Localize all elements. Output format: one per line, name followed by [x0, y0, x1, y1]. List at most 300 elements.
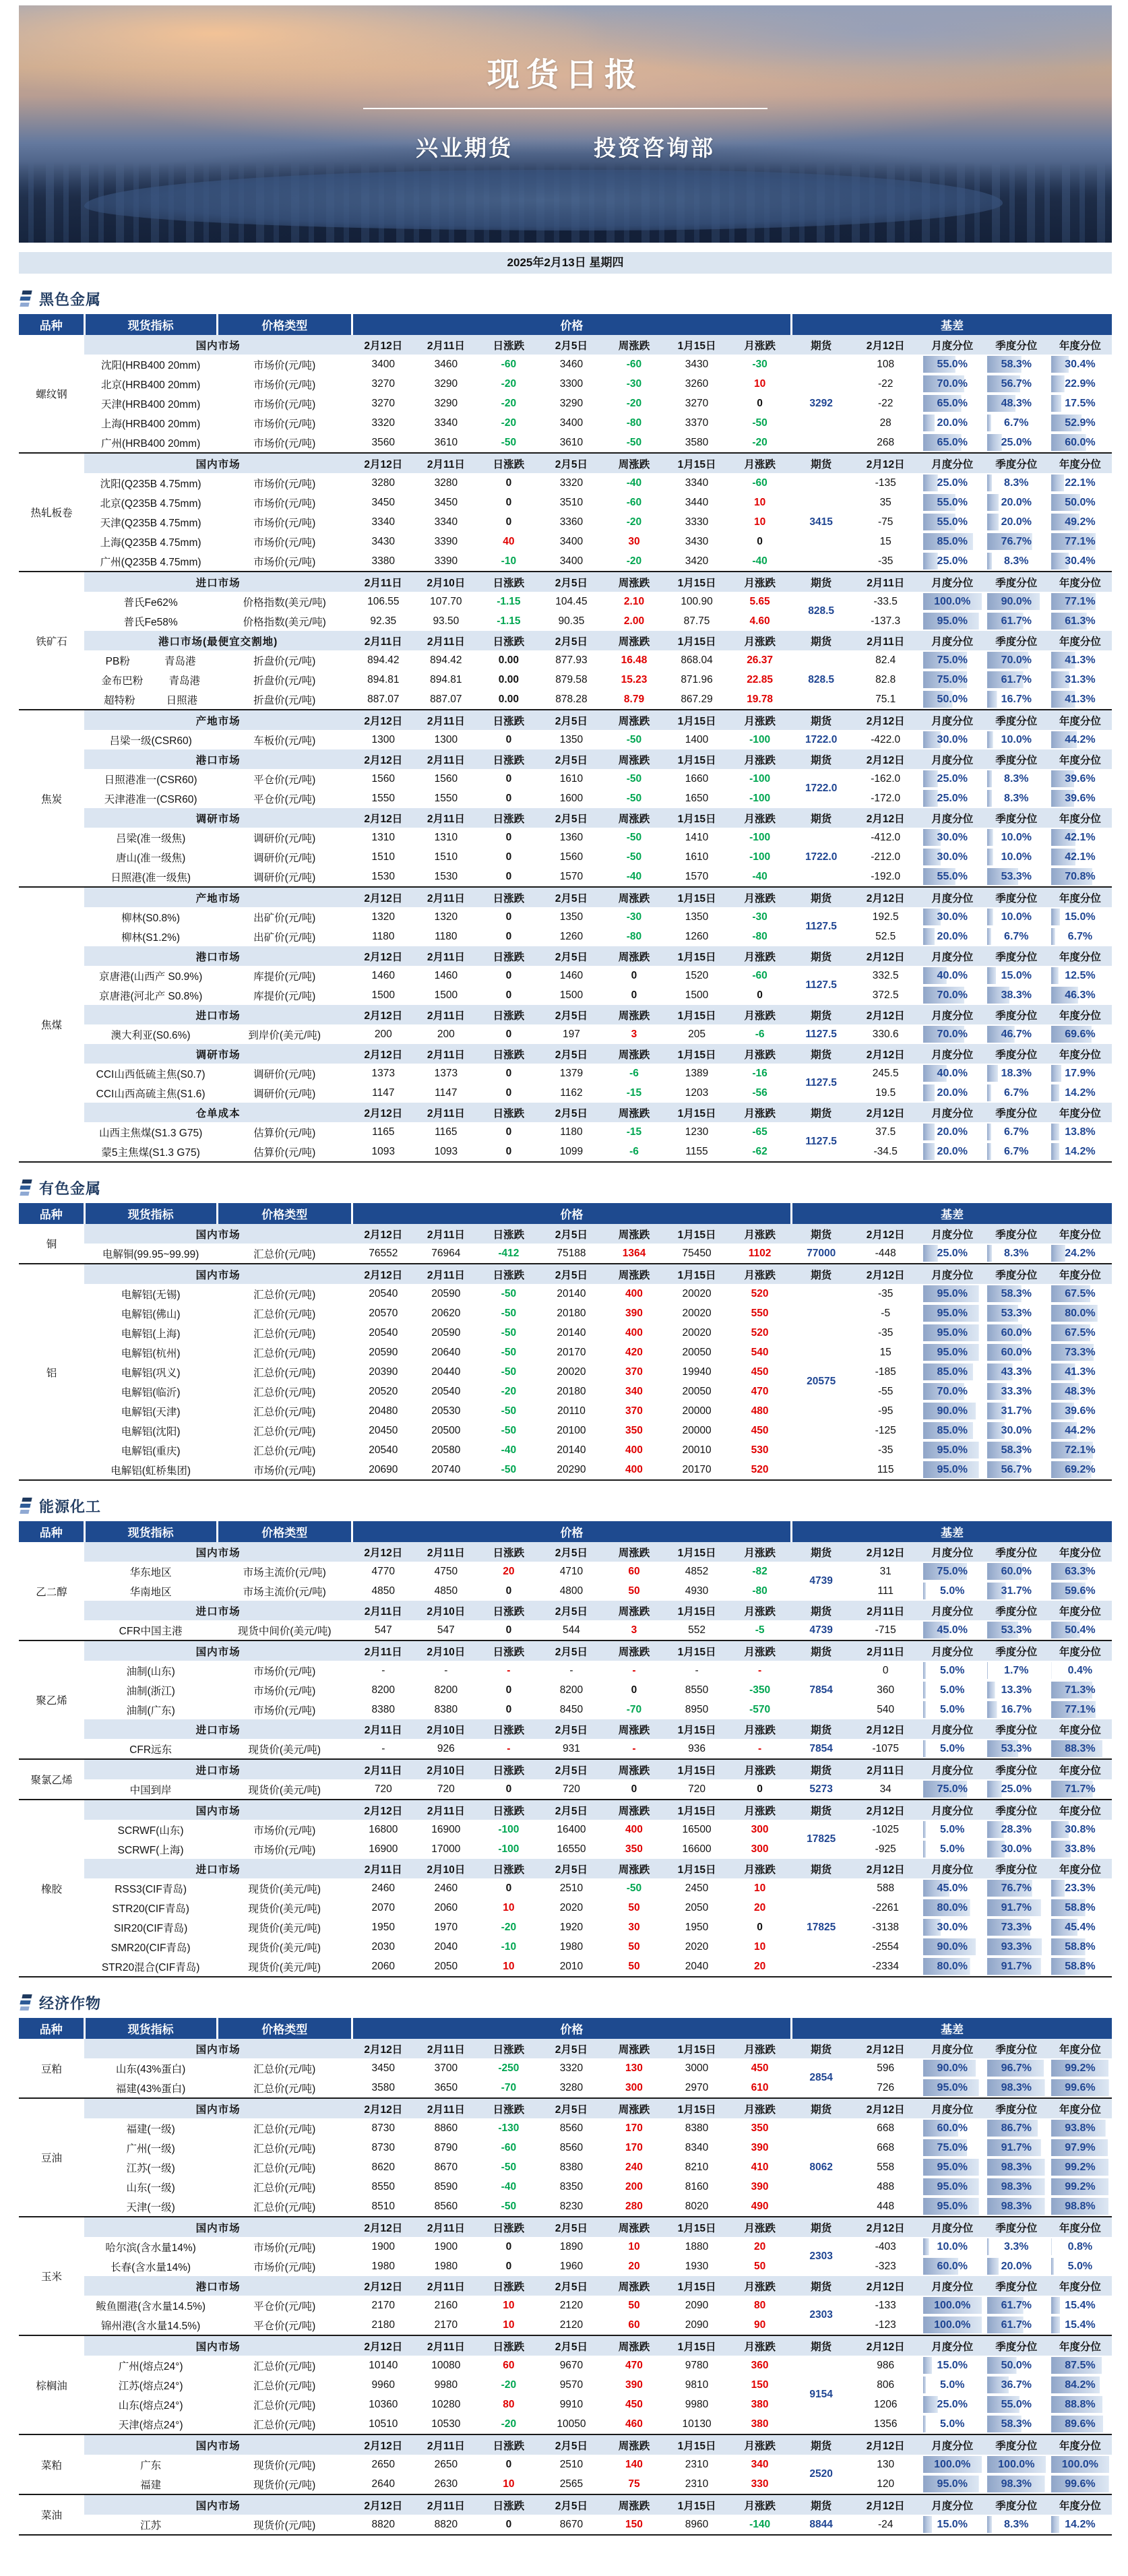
price-cell: 3430	[685, 535, 709, 547]
yearly-percentile-header: 年度分位	[1048, 1542, 1112, 1562]
percentile-cell	[984, 413, 1048, 433]
percentile-bar: 5.0%	[923, 1662, 982, 1679]
percentile-cell	[1048, 2177, 1112, 2197]
price-cell: 2090	[685, 2319, 709, 2331]
price-cell: 20020	[557, 1366, 586, 1378]
price-date-header: 2月11日	[352, 1601, 414, 1620]
price-date-header: 1月15日	[666, 1759, 728, 1779]
table-row	[19, 2515, 1112, 2535]
percentile-bar: 5.0%	[923, 2376, 982, 2393]
price-cell: 16550	[557, 1843, 586, 1855]
table-row	[19, 1323, 1112, 1343]
price-cell: 3560	[371, 436, 396, 448]
change-cell: 0	[505, 831, 512, 843]
percentile-cell	[920, 1343, 984, 1362]
percentile-bar: 86.7%	[987, 2120, 1046, 2137]
price-cell: 1373	[371, 1067, 396, 1079]
percentile-cell	[1048, 2138, 1112, 2157]
price-cell: 544	[562, 1624, 580, 1636]
percentile-bar: 70.8%	[1051, 868, 1109, 885]
percentile-cell	[984, 473, 1048, 493]
price-cell: 20640	[431, 1346, 461, 1358]
percentile-cell	[1048, 1700, 1112, 1719]
percentile-cell	[1048, 730, 1112, 749]
price-cell: 20540	[369, 1444, 398, 1456]
futures-price-cell: 4739	[809, 1575, 833, 1587]
report-title: 现货日报	[487, 57, 644, 93]
price-cell: 1980	[559, 1940, 584, 1953]
quarterly-percentile-header: 季度分位	[984, 1044, 1048, 1064]
price-cell: 8590	[434, 2180, 458, 2192]
percentile-bar: 40.0%	[923, 1065, 982, 1082]
percentile-cell	[920, 433, 984, 453]
price-cell: 9910	[559, 2398, 584, 2410]
table-row	[19, 1620, 1112, 1640]
percentile-cell	[1048, 927, 1112, 946]
percentile-bar: 30.0%	[923, 909, 982, 925]
price-cell: 8450	[559, 1703, 584, 1715]
price-cell: 4750	[434, 1565, 458, 1577]
percentile-bar: 87.5%	[1051, 2357, 1109, 2374]
percentile-cell	[1048, 985, 1112, 1005]
percentile-cell	[984, 1323, 1048, 1343]
table-row	[19, 1244, 1112, 1264]
percentile-bar: 41.3%	[1051, 652, 1109, 669]
percentile-cell	[984, 1142, 1048, 1162]
percentile-bar: 53.3%	[987, 1740, 1046, 1757]
indicator-cell: 吕梁(准一级焦)	[115, 832, 186, 845]
variety-group	[19, 887, 1112, 1162]
col-price-group: 价格	[352, 1203, 791, 1224]
market-name-cell: 国内市场	[84, 1542, 352, 1562]
percentile-bar: 15.0%	[987, 967, 1046, 984]
percentile-cell	[984, 1343, 1048, 1362]
price-cell: 20010	[682, 1444, 712, 1456]
market-subheader-row	[19, 710, 1112, 730]
report-subtitle	[19, 131, 1112, 162]
percentile-bar: 40.0%	[923, 967, 982, 984]
basis-value-cell: 596	[877, 2062, 895, 2074]
percentile-bar: 48.3%	[1051, 1383, 1109, 1400]
price-cell: 2050	[434, 1960, 458, 1972]
price-cell: 20590	[431, 1287, 461, 1299]
monthly-percentile-header: 月度分位	[920, 2276, 984, 2296]
change-cell: -60	[626, 358, 642, 370]
percentile-cell	[1048, 2395, 1112, 2414]
yearly-percentile-header: 年度分位	[1048, 1601, 1112, 1620]
percentile-cell	[1048, 670, 1112, 689]
price-cell: 20540	[369, 1326, 398, 1339]
change-cell: -80	[626, 930, 642, 942]
futures-price-cell: 1722.0	[805, 733, 838, 745]
futures-header: 期货	[792, 1601, 851, 1620]
change-cell: -100	[749, 831, 771, 843]
table-row	[19, 1064, 1112, 1083]
change-cell: -20	[501, 1921, 517, 1933]
variety-group	[19, 2217, 1112, 2335]
price-date-header: 月涨跌	[728, 2276, 792, 2296]
basis-value-cell: -2261	[872, 1901, 900, 1913]
change-cell: 170	[625, 2122, 643, 2134]
change-cell: 450	[751, 1366, 769, 1378]
price-cell: 3510	[559, 496, 584, 508]
price-cell: 1155	[685, 1145, 708, 1157]
percentile-bar: 67.5%	[1051, 1285, 1109, 1302]
basis-value-cell: 330.6	[872, 1028, 899, 1040]
col-variety: 品种	[19, 1203, 84, 1224]
table-row	[19, 2296, 1112, 2315]
change-cell: 0	[505, 1028, 512, 1040]
price-type-cell: 汇总价(元/吨)	[253, 1406, 316, 1418]
market-name-cell: 国内市场	[84, 2039, 352, 2058]
percentile-bar: 99.6%	[1051, 2079, 1109, 2096]
price-cell: 92.35	[370, 615, 397, 627]
percentile-bar: 61.7%	[987, 671, 1046, 688]
basis-value-cell: -5	[881, 1307, 891, 1319]
price-date-header: 周涨跌	[602, 335, 665, 355]
price-cell: 2120	[559, 2319, 584, 2331]
indicator-cell: 山东(一级)	[126, 2182, 175, 2194]
change-cell: 390	[625, 2379, 643, 2391]
price-type-cell: 现货价(美元/吨)	[248, 1903, 321, 1915]
section-bullet-icon	[19, 1497, 34, 1514]
table-row	[19, 1739, 1112, 1759]
percentile-bar: 98.3%	[987, 2079, 1046, 2096]
change-cell: 0	[757, 989, 763, 1001]
quarterly-percentile-header: 季度分位	[984, 2434, 1048, 2455]
percentile-cell	[920, 2138, 984, 2157]
price-cell: 3610	[559, 436, 584, 448]
percentile-bar: 10.0%	[987, 849, 1046, 865]
percentile-bar: 90.0%	[923, 1403, 982, 1419]
yearly-percentile-header: 年度分位	[1048, 1719, 1112, 1739]
percentile-cell	[984, 1304, 1048, 1323]
price-type-cell: 市场价(元/吨)	[253, 379, 316, 391]
price-type-cell: 库提价(元/吨)	[253, 990, 316, 1002]
section-bullet-icon	[19, 290, 34, 307]
change-cell: 90	[753, 2319, 766, 2331]
sections-container	[19, 287, 1112, 2536]
percentile-bar: 80.0%	[923, 1899, 982, 1916]
table-row	[19, 966, 1112, 985]
section-title: 经济作物	[39, 1994, 102, 2012]
variety-cell: 乙二醇	[19, 1542, 84, 1640]
yearly-percentile-header: 年度分位	[1048, 749, 1112, 769]
change-cell: -60	[752, 969, 767, 981]
price-cell: 9810	[685, 2379, 709, 2391]
price-type-cell: 现货价(美元/吨)	[248, 1922, 321, 1934]
change-cell: 1364	[622, 1247, 646, 1259]
percentile-bar: 39.6%	[1051, 1403, 1109, 1419]
price-cell: 8200	[559, 1684, 584, 1696]
percentile-cell	[920, 867, 984, 887]
basis-value-cell: -192.0	[871, 870, 901, 882]
percentile-bar: 30.0%	[923, 849, 982, 865]
percentile-bar: 25.0%	[923, 2396, 982, 2413]
price-cell: 926	[437, 1742, 455, 1754]
price-cell: 547	[437, 1624, 455, 1636]
price-type-cell: 现货价(美元/吨)	[248, 1961, 321, 1973]
percentile-cell	[920, 2296, 984, 2315]
percentile-cell	[984, 847, 1048, 867]
basis-value-cell: -125	[875, 1424, 896, 1436]
price-cell: 20020	[682, 1307, 712, 1319]
change-cell: 60	[503, 2359, 515, 2371]
quarterly-percentile-header: 季度分位	[984, 2335, 1048, 2356]
change-cell: 400	[625, 1463, 643, 1475]
percentile-cell	[1048, 2197, 1112, 2217]
yearly-percentile-header: 年度分位	[1048, 453, 1112, 473]
table-row	[19, 1122, 1112, 1142]
price-cell: 20050	[682, 1346, 712, 1358]
change-cell: 2.00	[623, 615, 645, 627]
price-type-cell: 到岸价(美元/吨)	[248, 1029, 321, 1041]
basis-value-cell: 332.5	[872, 969, 899, 981]
percentile-cell	[920, 730, 984, 749]
percentile-bar: 30.4%	[1051, 553, 1109, 570]
percentile-bar: 91.7%	[987, 1899, 1046, 1916]
percentile-bar: 44.2%	[1051, 1422, 1109, 1439]
percentile-cell	[1048, 1878, 1112, 1898]
percentile-cell	[920, 828, 984, 847]
variety-group	[19, 1264, 1112, 1480]
basis-value-cell: 588	[877, 1882, 895, 1894]
percentile-cell	[984, 2157, 1048, 2177]
price-date-header: 2月12日	[352, 808, 414, 828]
price-cell: 720	[562, 1783, 580, 1795]
percentile-cell	[984, 2315, 1048, 2335]
percentile-bar: 30.4%	[1051, 356, 1109, 373]
change-cell: 10	[503, 2299, 515, 2311]
change-cell: -20	[501, 417, 517, 429]
price-cell: 8350	[559, 2180, 584, 2192]
price-cell: 20140	[557, 1287, 586, 1299]
percentile-cell	[920, 1244, 984, 1264]
percentile-bar: 17.5%	[1051, 395, 1109, 412]
percentile-cell	[984, 1122, 1048, 1142]
col-indicator: 现货指标	[84, 2018, 217, 2039]
yearly-percentile-header: 年度分位	[1048, 2276, 1112, 2296]
price-type-cell: 汇总价(元/吨)	[253, 1328, 316, 1340]
market-name-cell: 进口市场	[84, 1005, 352, 1024]
change-cell: -50	[626, 1882, 642, 1894]
indicator-cell: 哈尔滨(含水量14%)	[105, 2242, 196, 2254]
price-cell: 2010	[559, 1960, 584, 1972]
price-cell: 1260	[685, 930, 709, 942]
price-cell: 20110	[557, 1405, 586, 1417]
market-name-cell: 调研市场	[84, 808, 352, 828]
price-date-header: 1月15日	[666, 631, 728, 650]
percentile-cell	[920, 1460, 984, 1480]
price-cell: 20450	[369, 1424, 398, 1436]
futures-price-cell: 2303	[809, 2309, 833, 2321]
percentile-cell	[1048, 532, 1112, 551]
percentile-cell	[920, 394, 984, 413]
yearly-percentile-header: 年度分位	[1048, 1005, 1112, 1024]
percentile-cell	[920, 1562, 984, 1581]
change-cell: -130	[498, 2122, 520, 2134]
indicator-cell: 电解铝(天津)	[121, 1406, 181, 1418]
basis-value-cell: -24	[877, 2518, 894, 2530]
basis-value-cell: -2334	[872, 1960, 900, 1972]
percentile-cell	[1048, 2058, 1112, 2078]
price-cell: 20170	[682, 1463, 712, 1475]
percentile-cell	[1048, 1898, 1112, 1918]
price-date-header: 1月15日	[666, 1044, 728, 1064]
percentile-bar: 3.3%	[987, 2238, 1046, 2255]
change-cell: -15	[626, 1086, 642, 1099]
basis-value-cell: 52.5	[875, 930, 896, 942]
change-cell: -50	[501, 1346, 517, 1358]
price-date-header: 日涨跌	[477, 572, 540, 592]
price-date-header: 2月11日	[414, 631, 477, 650]
col-price-type: 价格类型	[217, 314, 352, 335]
indicator-cell: 广东	[140, 2459, 162, 2472]
col-indicator: 现货指标	[84, 1203, 217, 1224]
price-date-header: 2月11日	[414, 887, 477, 907]
change-cell: -20	[752, 436, 767, 448]
price-date-header: 2月5日	[540, 749, 602, 769]
monthly-percentile-header: 月度分位	[920, 1044, 984, 1064]
price-date-header: 2月5日	[540, 572, 602, 592]
price-date-header: 2月5日	[540, 1005, 602, 1024]
change-cell: 1102	[748, 1247, 772, 1259]
basis-value-cell: -715	[875, 1624, 896, 1636]
change-cell: 50	[753, 2260, 766, 2272]
yearly-percentile-header: 年度分位	[1048, 2217, 1112, 2237]
change-cell: -6	[755, 1028, 765, 1040]
yearly-percentile-header: 年度分位	[1048, 2098, 1112, 2118]
percentile-cell	[984, 2296, 1048, 2315]
indicator-cell: 京唐港(山西产 S0.9%)	[98, 971, 203, 983]
futures-header: 期货	[792, 1859, 851, 1878]
price-date-header: 1月15日	[666, 1640, 728, 1661]
table-row	[19, 867, 1112, 887]
percentile-bar: 45.0%	[923, 1622, 982, 1638]
percentile-cell	[1048, 1661, 1112, 1680]
futures-header: 期货	[792, 2098, 851, 2118]
percentile-bar: 8.3%	[987, 2516, 1046, 2533]
price-date-header: 2月11日	[414, 808, 477, 828]
quarterly-percentile-header: 季度分位	[984, 631, 1048, 650]
change-cell: 10	[753, 516, 766, 528]
change-cell: 0	[631, 969, 637, 981]
yearly-percentile-header: 年度分位	[1048, 1264, 1112, 1284]
price-date-header: 2月12日	[352, 2039, 414, 2058]
price-cell: 3430	[371, 535, 396, 547]
percentile-bar: 8.3%	[987, 553, 1046, 570]
percentile-cell	[1048, 650, 1112, 670]
table-row	[19, 1083, 1112, 1103]
percentile-cell	[984, 592, 1048, 611]
price-date-header: 2月5日	[540, 2494, 602, 2515]
percentile-cell	[984, 927, 1048, 946]
change-cell: -250	[498, 2062, 520, 2074]
change-cell: 50	[628, 1585, 640, 1597]
percentile-cell	[920, 2395, 984, 2414]
change-cell: 470	[625, 2359, 643, 2371]
price-date-header: 周涨跌	[602, 710, 665, 730]
table-row	[19, 1460, 1112, 1480]
price-cell: 3330	[685, 516, 709, 528]
price-cell: 1960	[559, 2260, 584, 2272]
price-cell: 8380	[371, 1703, 396, 1715]
table-row	[19, 1918, 1112, 1937]
price-type-cell: 折盘价(元/吨)	[253, 675, 316, 687]
price-date-header: 周涨跌	[602, 1759, 665, 1779]
price-cell: 931	[562, 1742, 580, 1754]
percentile-bar: 31.7%	[987, 1403, 1046, 1419]
percentile-cell	[1048, 2356, 1112, 2375]
percentile-cell	[920, 2375, 984, 2395]
basis-date-header: 2月12日	[851, 1859, 920, 1878]
price-date-header: 2月11日	[414, 2434, 477, 2455]
monthly-percentile-header: 月度分位	[920, 1005, 984, 1024]
basis-value-cell: 19.5	[875, 1086, 896, 1099]
percentile-cell	[920, 1937, 984, 1957]
percentile-cell	[984, 1680, 1048, 1700]
percentile-bar: 14.2%	[1051, 1084, 1109, 1101]
price-date-header: 月涨跌	[728, 1224, 792, 1244]
percentile-bar: 60.0%	[923, 2120, 982, 2137]
percentile-bar: 59.6%	[1051, 1583, 1109, 1599]
price-type-cell: 价格指数(美元/吨)	[243, 596, 326, 609]
price-cell: 2040	[685, 1960, 709, 1972]
price-type-cell: 现货价(美元/吨)	[248, 1784, 321, 1796]
percentile-cell	[984, 2375, 1048, 2395]
change-cell: 19.78	[747, 693, 773, 705]
percentile-bar: 30.8%	[1051, 1821, 1109, 1838]
price-date-header: 月涨跌	[728, 1640, 792, 1661]
market-subheader-row	[19, 1005, 1112, 1024]
price-cell: 8160	[685, 2180, 709, 2192]
percentile-bar: 28.3%	[987, 1821, 1046, 1838]
percentile-cell	[1048, 1957, 1112, 1977]
percentile-cell	[984, 828, 1048, 847]
price-cell: 1180	[435, 930, 458, 942]
table-row	[19, 532, 1112, 551]
percentile-bar: 100.0%	[987, 2456, 1046, 2473]
price-cell: 1920	[559, 1921, 584, 1933]
change-cell: 60	[628, 1565, 640, 1577]
price-type-cell: 平仓价(元/吨)	[253, 774, 316, 786]
price-date-header: 2月5日	[540, 1542, 602, 1562]
basis-value-cell: 806	[877, 2379, 895, 2391]
market-name-cell: 国内市场	[84, 1800, 352, 1820]
change-cell: 0	[505, 851, 512, 863]
percentile-cell	[1048, 1460, 1112, 1480]
indicator-cell: CCI山西高硫主焦(S1.6)	[96, 1088, 206, 1100]
market-subheader-row	[19, 2098, 1112, 2118]
variety-cell: 橡胶	[19, 1800, 84, 1977]
basis-value-cell: 558	[877, 2161, 895, 2173]
percentile-bar: 55.0%	[987, 2396, 1046, 2413]
table-row	[19, 611, 1112, 631]
basis-value-cell: -133	[875, 2299, 896, 2311]
percentile-bar: 77.1%	[1051, 593, 1109, 610]
yearly-percentile-header: 年度分位	[1048, 1640, 1112, 1661]
price-cell: 20050	[682, 1385, 712, 1397]
price-cell: 1460	[371, 969, 396, 981]
market-subheader-row	[19, 2335, 1112, 2356]
percentile-bar: 50.0%	[987, 2357, 1046, 2374]
change-cell: 0	[505, 2518, 512, 2530]
indicator-cell: 华南地区	[129, 1586, 172, 1598]
basis-date-header: 2月12日	[851, 335, 920, 355]
change-cell: 50	[628, 1960, 640, 1972]
basis-value-cell: -123	[875, 2319, 896, 2331]
monthly-percentile-header: 月度分位	[920, 1800, 984, 1820]
